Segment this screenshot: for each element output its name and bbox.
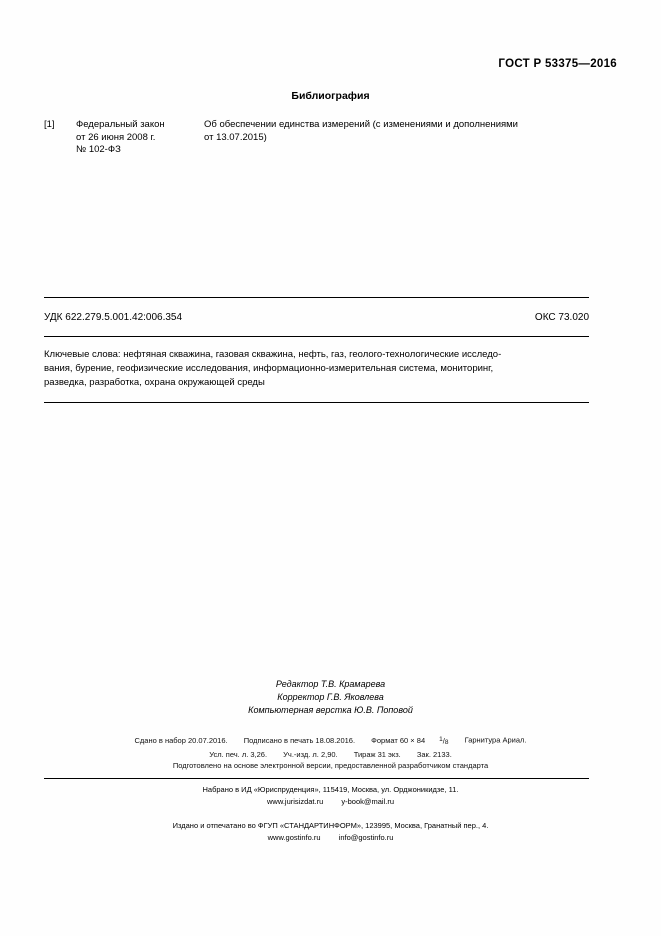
classification-row bbox=[44, 312, 589, 323]
keywords-line-2: вания, бурение, геофизические исследования, информационно-измерительная система, мониторинг, bbox=[44, 363, 494, 374]
imprint-print-run: Тираж 31 экз. bbox=[353, 749, 401, 759]
publisher-email-link[interactable]: y-book@mail.ru bbox=[341, 796, 394, 806]
divider-above-keywords bbox=[44, 336, 589, 337]
imprint-line-3: Подготовлено на основе электронной версии, предоставленной разработчиком стандарта bbox=[172, 761, 489, 771]
credit-editor bbox=[0, 678, 661, 691]
reference-title bbox=[204, 119, 589, 144]
credit-layout bbox=[0, 704, 661, 717]
credit-layout-text: Компьютерная верстка Ю.В. Поповой bbox=[248, 705, 413, 715]
imprint-typeset-date: Сдано в набор 20.07.2016. bbox=[134, 735, 228, 745]
reference-source-line-1: Федеральный закон bbox=[76, 119, 165, 130]
imprint-block bbox=[0, 734, 661, 772]
printer-block bbox=[0, 820, 661, 843]
page-header-standard-id: ГОСТ Р 53375—2016 bbox=[498, 58, 617, 70]
publisher-website-link[interactable]: www.jurisizdat.ru bbox=[267, 796, 324, 806]
credit-editor-text: Редактор Т.В. Крамарева bbox=[275, 679, 386, 689]
publisher-address: Набрано в ИД «Юриспруденция», 115419, Москва, ул. Орджоникидзе, 11. bbox=[202, 785, 459, 794]
imprint-line-1 bbox=[0, 734, 661, 749]
bibliography-entry-list bbox=[44, 119, 589, 157]
imprint-typeface: Гарнитура Ариал. bbox=[464, 735, 527, 745]
imprint-publisher-sheets: Уч.-изд. л. 2,90. bbox=[283, 749, 338, 759]
printer-address: Издано и отпечатано во ФГУП «СТАНДАРТИНФОРМ», 123995, Москва, Гранатный пер., 4. bbox=[172, 821, 489, 830]
imprint-signed-date: Подписано в печать 18.08.2016. bbox=[243, 735, 356, 745]
fraction-denominator: 8 bbox=[444, 739, 449, 747]
publisher-contacts bbox=[0, 796, 661, 808]
reference-source bbox=[76, 119, 204, 157]
bibliography-heading: Библиография bbox=[291, 90, 370, 102]
reference-title-line-2: от 13.07.2015) bbox=[204, 131, 267, 143]
oks-code: ОКС 73.020 bbox=[534, 312, 589, 323]
publisher-block bbox=[0, 784, 661, 807]
imprint-format-fraction: $^1/_8$ bbox=[439, 736, 449, 747]
divider-above-udk bbox=[44, 297, 589, 298]
production-credits bbox=[0, 678, 661, 717]
reference-source-line-3: № 102-ФЗ bbox=[76, 144, 121, 155]
bibliography-entry bbox=[44, 119, 589, 157]
reference-source-line-2: от 26 июня 2008 г. bbox=[76, 131, 156, 143]
credit-proofreader-text: Корректор Г.В. Яковлева bbox=[277, 692, 384, 702]
keywords-block bbox=[44, 348, 589, 390]
reference-title-line-1: Об обеспечении единства измерений (с изменениями и дополнениями bbox=[204, 119, 518, 130]
divider-below-keywords bbox=[44, 402, 589, 403]
printer-website-link[interactable]: www.gostinfo.ru bbox=[267, 832, 321, 842]
printer-email-link[interactable]: info@gostinfo.ru bbox=[338, 832, 394, 842]
udk-code: УДК 622.279.5.001.42:006.354 bbox=[44, 312, 183, 323]
keywords-line-1: Ключевые слова: нефтяная скважина, газовая скважина, нефть, газ, геолого-технологические исследо- bbox=[44, 349, 502, 360]
imprint-line-2 bbox=[0, 749, 661, 761]
imprint-format-text: Формат 60 × 84 bbox=[371, 735, 426, 745]
fraction-numerator: 1 bbox=[439, 736, 443, 743]
printer-contacts bbox=[0, 832, 661, 844]
credit-proofreader bbox=[0, 691, 661, 704]
imprint-print-sheets: Усл. печ. л. 3,26. bbox=[209, 749, 268, 759]
imprint-order-number: Зак. 2133. bbox=[416, 749, 452, 759]
divider-above-publisher bbox=[44, 778, 589, 779]
keywords-line-3: разведка, разработка, охрана окружающей среды bbox=[44, 377, 265, 388]
imprint-format bbox=[371, 736, 448, 745]
reference-number: [1] bbox=[44, 119, 55, 130]
